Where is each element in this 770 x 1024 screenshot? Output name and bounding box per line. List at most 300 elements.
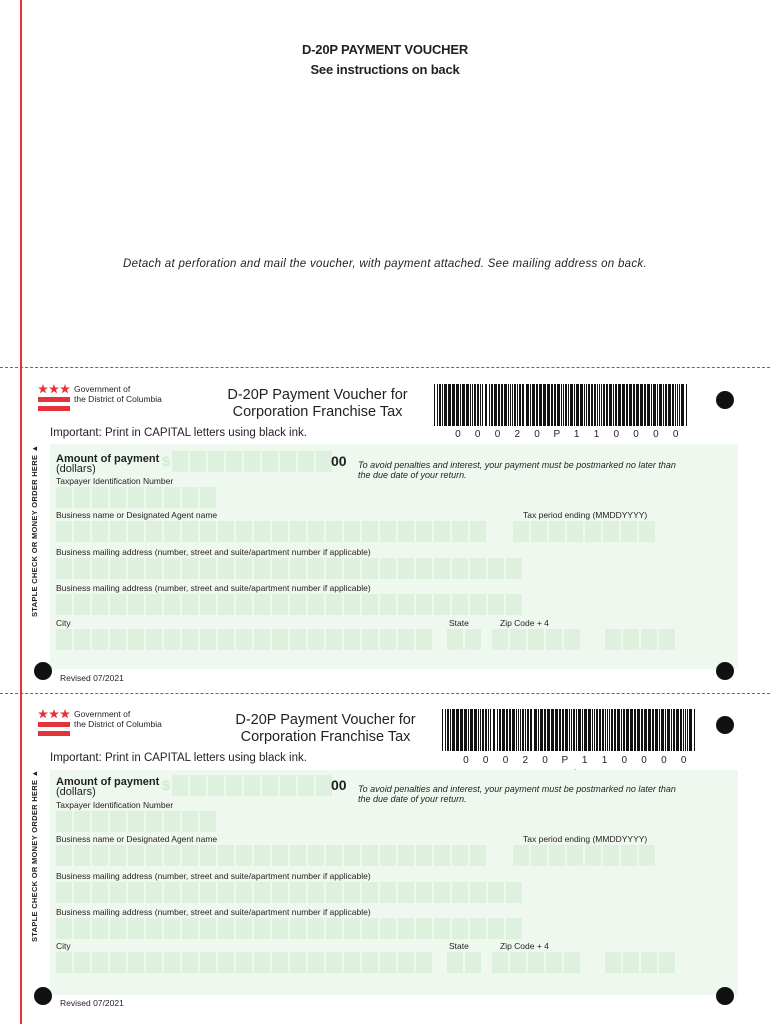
entry-box[interactable] bbox=[344, 558, 360, 579]
entry-box[interactable] bbox=[92, 521, 108, 542]
entry-box[interactable] bbox=[128, 882, 144, 903]
entry-box[interactable] bbox=[510, 952, 526, 973]
barcode-digit: 0 bbox=[463, 755, 469, 766]
entry-box[interactable] bbox=[452, 594, 468, 615]
entry-box[interactable] bbox=[236, 558, 252, 579]
entry-box[interactable] bbox=[128, 487, 144, 508]
entry-box[interactable] bbox=[290, 629, 306, 650]
entry-box[interactable] bbox=[528, 952, 544, 973]
entry-box[interactable] bbox=[254, 882, 270, 903]
entry-box[interactable] bbox=[244, 775, 260, 796]
entry-box[interactable] bbox=[308, 952, 324, 973]
entry-box[interactable] bbox=[585, 845, 601, 866]
entry-box[interactable] bbox=[200, 811, 216, 832]
entry-box[interactable] bbox=[416, 952, 432, 973]
entry-box[interactable] bbox=[380, 521, 396, 542]
entry-box[interactable] bbox=[92, 558, 108, 579]
entry-box[interactable] bbox=[74, 629, 90, 650]
entry-box[interactable] bbox=[326, 558, 342, 579]
entry-box[interactable] bbox=[326, 882, 342, 903]
entry-box[interactable] bbox=[254, 594, 270, 615]
entry-box[interactable] bbox=[344, 845, 360, 866]
entry-box[interactable] bbox=[182, 629, 198, 650]
entry-box[interactable] bbox=[380, 558, 396, 579]
entry-box[interactable] bbox=[326, 521, 342, 542]
tax-period-label: Tax period ending (MMDDYYYY) bbox=[523, 510, 648, 520]
entry-box[interactable] bbox=[146, 811, 162, 832]
entry-box[interactable] bbox=[164, 882, 180, 903]
entry-box[interactable] bbox=[362, 882, 378, 903]
entry-box[interactable] bbox=[56, 811, 72, 832]
address-input-2[interactable] bbox=[56, 594, 522, 615]
entry-box[interactable] bbox=[380, 594, 396, 615]
entry-box[interactable] bbox=[344, 594, 360, 615]
entry-box[interactable] bbox=[326, 918, 342, 939]
entry-box[interactable] bbox=[380, 629, 396, 650]
entry-box[interactable] bbox=[164, 487, 180, 508]
entry-box[interactable] bbox=[326, 845, 342, 866]
barcode-bar bbox=[601, 384, 602, 426]
entry-box[interactable] bbox=[74, 594, 90, 615]
entry-box[interactable] bbox=[434, 594, 450, 615]
entry-box[interactable] bbox=[398, 594, 414, 615]
entry-box[interactable] bbox=[272, 845, 288, 866]
address-input-1[interactable] bbox=[56, 558, 522, 579]
state-input[interactable] bbox=[447, 629, 481, 650]
entry-box[interactable] bbox=[182, 845, 198, 866]
entry-box[interactable] bbox=[470, 882, 486, 903]
entry-box[interactable] bbox=[218, 521, 234, 542]
entry-box[interactable] bbox=[74, 558, 90, 579]
entry-box[interactable] bbox=[344, 521, 360, 542]
entry-box[interactable] bbox=[488, 882, 504, 903]
entry-box[interactable] bbox=[92, 918, 108, 939]
entry-box[interactable] bbox=[190, 451, 206, 472]
entry-box[interactable] bbox=[56, 882, 72, 903]
entry-box[interactable] bbox=[218, 594, 234, 615]
entry-box[interactable] bbox=[434, 918, 450, 939]
entry-box[interactable] bbox=[549, 845, 565, 866]
entry-box[interactable] bbox=[416, 845, 432, 866]
entry-box[interactable] bbox=[585, 521, 601, 542]
entry-box[interactable] bbox=[308, 845, 324, 866]
entry-box[interactable] bbox=[447, 629, 463, 650]
entry-box[interactable] bbox=[398, 558, 414, 579]
entry-box[interactable] bbox=[470, 558, 486, 579]
tax-period-input[interactable] bbox=[513, 521, 655, 542]
entry-box[interactable] bbox=[164, 594, 180, 615]
entry-box[interactable] bbox=[398, 952, 414, 973]
entry-box[interactable] bbox=[344, 918, 360, 939]
entry-box[interactable] bbox=[623, 629, 639, 650]
entry-box[interactable] bbox=[110, 811, 126, 832]
entry-box[interactable] bbox=[236, 918, 252, 939]
entry-box[interactable] bbox=[380, 845, 396, 866]
entry-box[interactable] bbox=[110, 594, 126, 615]
entry-box[interactable] bbox=[272, 882, 288, 903]
barcode-bar bbox=[544, 709, 546, 751]
entry-box[interactable] bbox=[639, 521, 655, 542]
entry-box[interactable] bbox=[308, 918, 324, 939]
entry-box[interactable] bbox=[416, 594, 432, 615]
entry-box[interactable] bbox=[128, 594, 144, 615]
entry-box[interactable] bbox=[164, 918, 180, 939]
entry-box[interactable] bbox=[164, 521, 180, 542]
entry-box[interactable] bbox=[182, 918, 198, 939]
amount-input[interactable] bbox=[172, 775, 332, 796]
entry-box[interactable] bbox=[416, 629, 432, 650]
entry-box[interactable] bbox=[326, 952, 342, 973]
entry-box[interactable] bbox=[465, 952, 481, 973]
entry-box[interactable] bbox=[92, 487, 108, 508]
entry-box[interactable] bbox=[190, 775, 206, 796]
entry-box[interactable] bbox=[110, 882, 126, 903]
entry-box[interactable] bbox=[236, 521, 252, 542]
entry-box[interactable] bbox=[603, 521, 619, 542]
payment-voucher-2 bbox=[0, 692, 770, 1017]
zip-plus4-input[interactable] bbox=[605, 629, 675, 650]
entry-box[interactable] bbox=[208, 451, 224, 472]
entry-box[interactable] bbox=[488, 594, 504, 615]
entry-box[interactable] bbox=[362, 521, 378, 542]
entry-box[interactable] bbox=[280, 451, 296, 472]
entry-box[interactable] bbox=[510, 629, 526, 650]
entry-box[interactable] bbox=[380, 882, 396, 903]
entry-box[interactable] bbox=[434, 882, 450, 903]
city-input[interactable] bbox=[56, 629, 432, 650]
address-input-1[interactable] bbox=[56, 882, 522, 903]
entry-box[interactable] bbox=[92, 952, 108, 973]
entry-box[interactable] bbox=[164, 558, 180, 579]
entry-box[interactable] bbox=[308, 558, 324, 579]
entry-box[interactable] bbox=[56, 487, 72, 508]
entry-box[interactable] bbox=[110, 521, 126, 542]
entry-box[interactable] bbox=[659, 629, 675, 650]
entry-box[interactable] bbox=[488, 918, 504, 939]
entry-box[interactable] bbox=[172, 775, 188, 796]
entry-box[interactable] bbox=[398, 845, 414, 866]
entry-box[interactable] bbox=[110, 558, 126, 579]
entry-box[interactable] bbox=[110, 845, 126, 866]
entry-box[interactable] bbox=[200, 918, 216, 939]
entry-box[interactable] bbox=[308, 629, 324, 650]
entry-box[interactable] bbox=[272, 594, 288, 615]
entry-box[interactable] bbox=[362, 558, 378, 579]
entry-box[interactable] bbox=[506, 594, 522, 615]
entry-box[interactable] bbox=[200, 487, 216, 508]
entry-box[interactable] bbox=[74, 882, 90, 903]
entry-box[interactable] bbox=[74, 811, 90, 832]
entry-box[interactable] bbox=[416, 882, 432, 903]
entry-box[interactable] bbox=[74, 487, 90, 508]
entry-box[interactable] bbox=[380, 952, 396, 973]
entry-box[interactable] bbox=[528, 629, 544, 650]
entry-box[interactable] bbox=[182, 558, 198, 579]
entry-box[interactable] bbox=[308, 882, 324, 903]
entry-box[interactable] bbox=[200, 558, 216, 579]
entry-box[interactable] bbox=[128, 811, 144, 832]
entry-box[interactable] bbox=[298, 775, 314, 796]
entry-box[interactable] bbox=[146, 882, 162, 903]
entry-box[interactable] bbox=[110, 487, 126, 508]
entry-box[interactable] bbox=[447, 952, 463, 973]
entry-box[interactable] bbox=[128, 918, 144, 939]
entry-box[interactable] bbox=[146, 918, 162, 939]
entry-box[interactable] bbox=[182, 952, 198, 973]
entry-box[interactable] bbox=[182, 594, 198, 615]
entry-box[interactable] bbox=[236, 952, 252, 973]
entry-box[interactable] bbox=[218, 918, 234, 939]
entry-box[interactable] bbox=[452, 882, 468, 903]
entry-box[interactable] bbox=[128, 952, 144, 973]
entry-box[interactable] bbox=[200, 952, 216, 973]
entry-box[interactable] bbox=[362, 918, 378, 939]
entry-box[interactable] bbox=[200, 521, 216, 542]
entry-box[interactable] bbox=[254, 845, 270, 866]
entry-box[interactable] bbox=[603, 845, 619, 866]
entry-box[interactable] bbox=[623, 952, 639, 973]
business-name-input[interactable] bbox=[56, 845, 486, 866]
entry-box[interactable] bbox=[567, 845, 583, 866]
entry-box[interactable] bbox=[128, 521, 144, 542]
tin-input[interactable] bbox=[56, 811, 216, 832]
entry-box[interactable] bbox=[226, 451, 242, 472]
entry-box[interactable] bbox=[452, 521, 468, 542]
entry-box[interactable] bbox=[621, 521, 637, 542]
entry-box[interactable] bbox=[308, 594, 324, 615]
entry-box[interactable] bbox=[326, 629, 342, 650]
entry-box[interactable] bbox=[200, 845, 216, 866]
entry-box[interactable] bbox=[470, 918, 486, 939]
entry-box[interactable] bbox=[470, 594, 486, 615]
entry-box[interactable] bbox=[146, 558, 162, 579]
entry-box[interactable] bbox=[74, 845, 90, 866]
entry-box[interactable] bbox=[218, 952, 234, 973]
entry-box[interactable] bbox=[146, 521, 162, 542]
entry-box[interactable] bbox=[146, 952, 162, 973]
entry-box[interactable] bbox=[236, 629, 252, 650]
entry-box[interactable] bbox=[416, 918, 432, 939]
entry-box[interactable] bbox=[56, 594, 72, 615]
entry-box[interactable] bbox=[56, 629, 72, 650]
entry-box[interactable] bbox=[326, 594, 342, 615]
entry-box[interactable] bbox=[182, 882, 198, 903]
entry-box[interactable] bbox=[531, 521, 547, 542]
amount-input[interactable] bbox=[172, 451, 332, 472]
entry-box[interactable] bbox=[92, 845, 108, 866]
entry-box[interactable] bbox=[74, 952, 90, 973]
entry-box[interactable] bbox=[452, 845, 468, 866]
entry-box[interactable] bbox=[218, 845, 234, 866]
entry-box[interactable] bbox=[218, 629, 234, 650]
zip-input[interactable] bbox=[492, 629, 580, 650]
entry-box[interactable] bbox=[434, 845, 450, 866]
entry-box[interactable] bbox=[146, 845, 162, 866]
entry-box[interactable] bbox=[470, 845, 486, 866]
state-input[interactable] bbox=[447, 952, 481, 973]
entry-box[interactable] bbox=[531, 845, 547, 866]
entry-box[interactable] bbox=[128, 629, 144, 650]
entry-box[interactable] bbox=[564, 629, 580, 650]
gov-line-1: Government of bbox=[74, 384, 131, 394]
entry-box[interactable] bbox=[362, 952, 378, 973]
entry-box[interactable] bbox=[244, 451, 260, 472]
entry-box[interactable] bbox=[208, 775, 224, 796]
city-input[interactable] bbox=[56, 952, 432, 973]
entry-box[interactable] bbox=[56, 918, 72, 939]
entry-box[interactable] bbox=[218, 882, 234, 903]
entry-box[interactable] bbox=[434, 521, 450, 542]
entry-box[interactable] bbox=[182, 521, 198, 542]
barcode-bar bbox=[565, 384, 567, 426]
entry-box[interactable] bbox=[236, 882, 252, 903]
entry-box[interactable] bbox=[546, 629, 562, 650]
entry-box[interactable] bbox=[200, 882, 216, 903]
entry-box[interactable] bbox=[488, 558, 504, 579]
entry-box[interactable] bbox=[452, 558, 468, 579]
entry-box[interactable] bbox=[567, 521, 583, 542]
entry-box[interactable] bbox=[416, 558, 432, 579]
entry-box[interactable] bbox=[92, 811, 108, 832]
entry-box[interactable] bbox=[513, 845, 529, 866]
tin-input[interactable] bbox=[56, 487, 216, 508]
entry-box[interactable] bbox=[56, 558, 72, 579]
entry-box[interactable] bbox=[549, 521, 565, 542]
entry-box[interactable] bbox=[398, 882, 414, 903]
entry-box[interactable] bbox=[506, 882, 522, 903]
entry-box[interactable] bbox=[92, 882, 108, 903]
entry-box[interactable] bbox=[290, 558, 306, 579]
barcode-bar bbox=[442, 709, 443, 751]
entry-box[interactable] bbox=[226, 775, 242, 796]
entry-box[interactable] bbox=[506, 918, 522, 939]
entry-box[interactable] bbox=[254, 629, 270, 650]
entry-box[interactable] bbox=[56, 952, 72, 973]
entry-box[interactable] bbox=[659, 952, 675, 973]
entry-box[interactable] bbox=[290, 845, 306, 866]
entry-box[interactable] bbox=[74, 521, 90, 542]
entry-box[interactable] bbox=[254, 521, 270, 542]
entry-box[interactable] bbox=[172, 451, 188, 472]
entry-box[interactable] bbox=[641, 952, 657, 973]
entry-box[interactable] bbox=[236, 594, 252, 615]
entry-box[interactable] bbox=[164, 811, 180, 832]
entry-box[interactable] bbox=[92, 629, 108, 650]
entry-box[interactable] bbox=[218, 558, 234, 579]
entry-box[interactable] bbox=[272, 558, 288, 579]
entry-box[interactable] bbox=[128, 558, 144, 579]
entry-box[interactable] bbox=[254, 558, 270, 579]
entry-box[interactable] bbox=[344, 952, 360, 973]
zip-input[interactable] bbox=[492, 952, 580, 973]
entry-box[interactable] bbox=[465, 629, 481, 650]
entry-box[interactable] bbox=[344, 629, 360, 650]
entry-box[interactable] bbox=[380, 918, 396, 939]
entry-box[interactable] bbox=[164, 952, 180, 973]
entry-box[interactable] bbox=[639, 845, 655, 866]
entry-box[interactable] bbox=[200, 594, 216, 615]
entry-box[interactable] bbox=[110, 629, 126, 650]
entry-box[interactable] bbox=[506, 558, 522, 579]
barcode-bar bbox=[588, 709, 591, 751]
entry-box[interactable] bbox=[416, 521, 432, 542]
entry-box[interactable] bbox=[272, 918, 288, 939]
entry-box[interactable] bbox=[605, 952, 621, 973]
entry-box[interactable] bbox=[182, 487, 198, 508]
business-name-input[interactable] bbox=[56, 521, 486, 542]
entry-box[interactable] bbox=[146, 594, 162, 615]
entry-box[interactable] bbox=[316, 775, 332, 796]
entry-box[interactable] bbox=[434, 558, 450, 579]
entry-box[interactable] bbox=[146, 629, 162, 650]
entry-box[interactable] bbox=[56, 845, 72, 866]
entry-box[interactable] bbox=[492, 629, 508, 650]
barcode-bar bbox=[677, 384, 678, 426]
entry-box[interactable] bbox=[398, 521, 414, 542]
zip-plus4-input[interactable] bbox=[605, 952, 675, 973]
entry-box[interactable] bbox=[290, 594, 306, 615]
entry-box[interactable] bbox=[344, 882, 360, 903]
barcode-bar bbox=[594, 709, 595, 751]
entry-box[interactable] bbox=[290, 952, 306, 973]
entry-box[interactable] bbox=[272, 629, 288, 650]
entry-box[interactable] bbox=[164, 845, 180, 866]
entry-box[interactable] bbox=[290, 882, 306, 903]
entry-box[interactable] bbox=[492, 952, 508, 973]
entry-box[interactable] bbox=[452, 918, 468, 939]
entry-box[interactable] bbox=[110, 952, 126, 973]
entry-box[interactable] bbox=[362, 845, 378, 866]
entry-box[interactable] bbox=[513, 521, 529, 542]
entry-box[interactable] bbox=[272, 952, 288, 973]
entry-box[interactable] bbox=[290, 521, 306, 542]
tax-period-input[interactable] bbox=[513, 845, 655, 866]
entry-box[interactable] bbox=[200, 629, 216, 650]
entry-box[interactable] bbox=[254, 918, 270, 939]
entry-box[interactable] bbox=[254, 952, 270, 973]
entry-box[interactable] bbox=[298, 451, 314, 472]
barcode-bar bbox=[659, 384, 662, 426]
entry-box[interactable] bbox=[164, 629, 180, 650]
entry-box[interactable] bbox=[362, 629, 378, 650]
entry-box[interactable] bbox=[470, 521, 486, 542]
entry-box[interactable] bbox=[280, 775, 296, 796]
entry-box[interactable] bbox=[564, 952, 580, 973]
entry-box[interactable] bbox=[398, 629, 414, 650]
entry-box[interactable] bbox=[262, 451, 278, 472]
entry-box[interactable] bbox=[605, 629, 621, 650]
entry-box[interactable] bbox=[290, 918, 306, 939]
entry-box[interactable] bbox=[262, 775, 278, 796]
entry-box[interactable] bbox=[128, 845, 144, 866]
entry-box[interactable] bbox=[398, 918, 414, 939]
entry-box[interactable] bbox=[316, 451, 332, 472]
entry-box[interactable] bbox=[641, 629, 657, 650]
entry-box[interactable] bbox=[56, 521, 72, 542]
entry-box[interactable] bbox=[110, 918, 126, 939]
entry-box[interactable] bbox=[146, 487, 162, 508]
entry-box[interactable] bbox=[92, 594, 108, 615]
entry-box[interactable] bbox=[272, 521, 288, 542]
entry-box[interactable] bbox=[308, 521, 324, 542]
entry-box[interactable] bbox=[236, 845, 252, 866]
entry-box[interactable] bbox=[182, 811, 198, 832]
entry-box[interactable] bbox=[74, 918, 90, 939]
entry-box[interactable] bbox=[621, 845, 637, 866]
entry-box[interactable] bbox=[362, 594, 378, 615]
entry-box[interactable] bbox=[546, 952, 562, 973]
address-input-2[interactable] bbox=[56, 918, 522, 939]
